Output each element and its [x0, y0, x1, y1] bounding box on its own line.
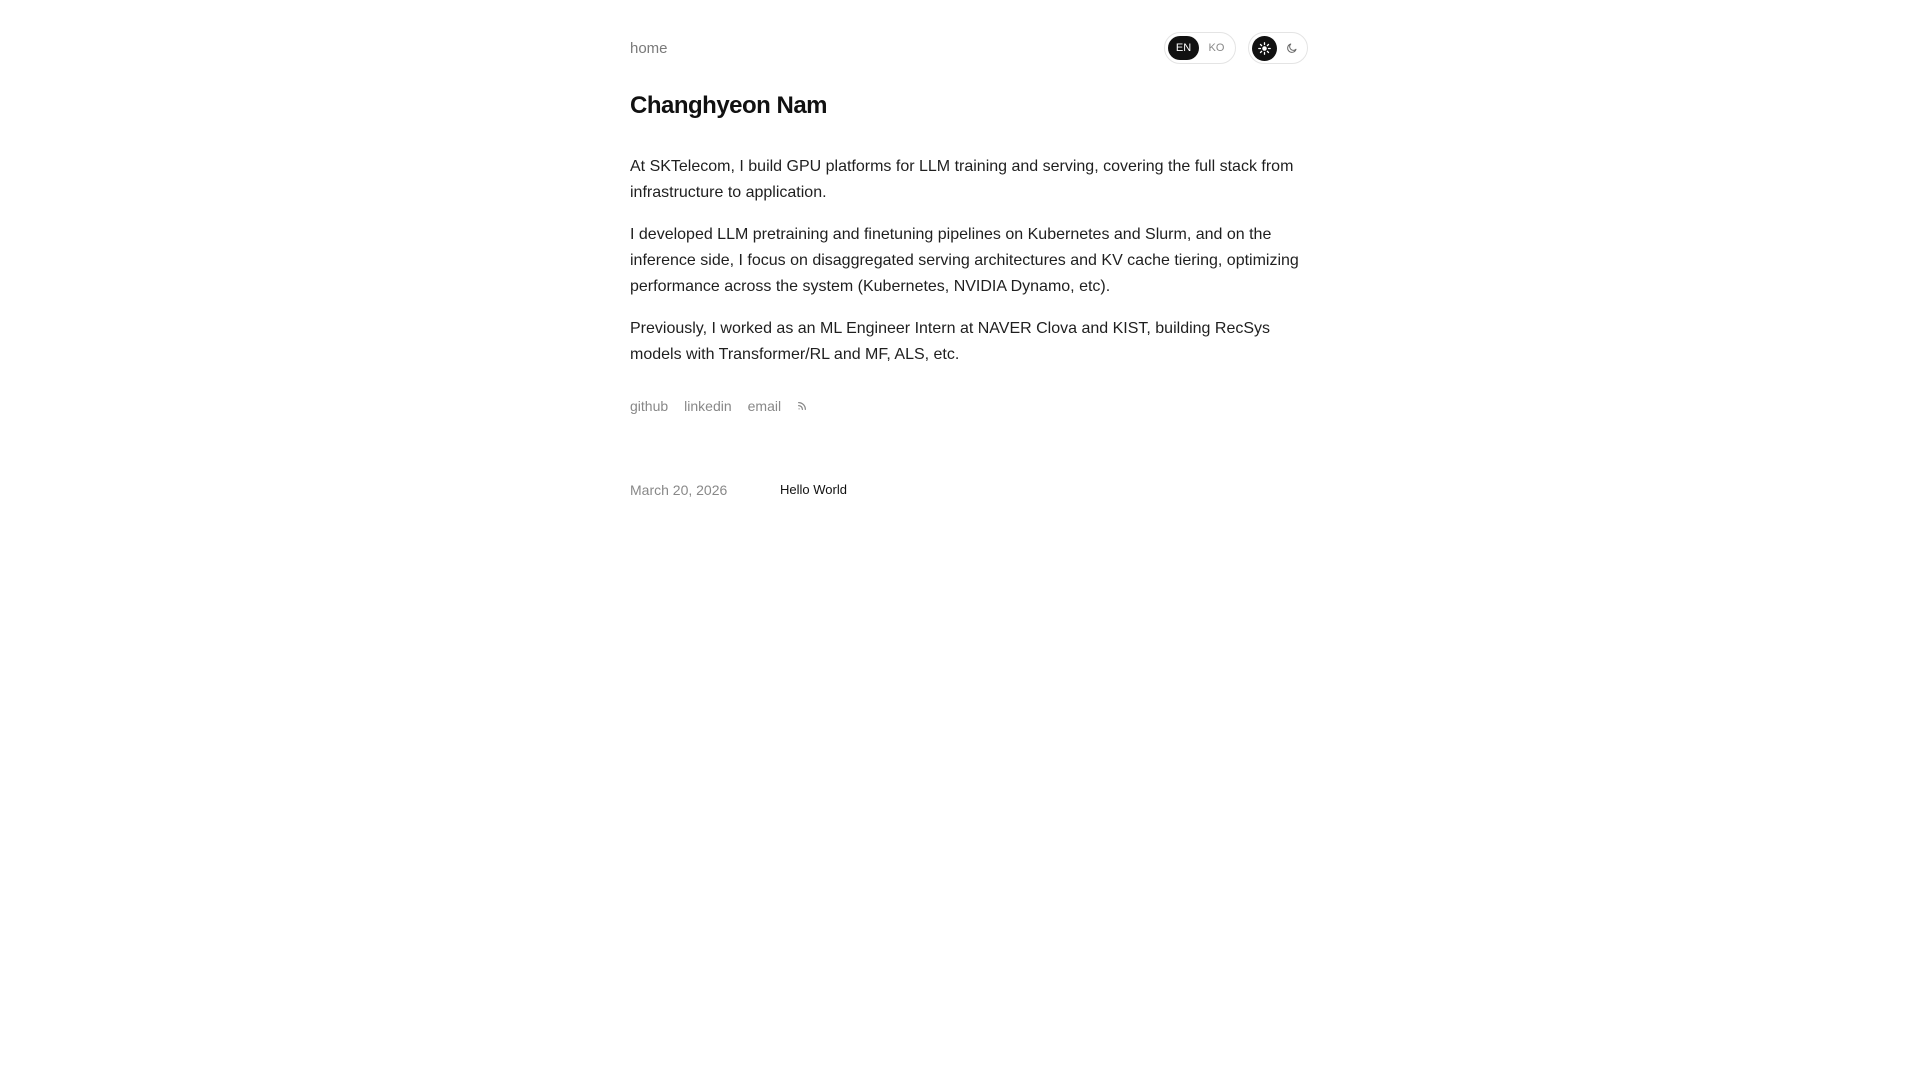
- social-links: [630, 396, 807, 416]
- post-list: [630, 480, 1308, 500]
- light-theme-button[interactable]: [1252, 36, 1277, 61]
- bio-paragraph: Previously, I worked as an ML Engineer Intern at NAVER Clova and KIST, building RecSys models with Transformer/RL and MF, ALS, etc.: [630, 320, 1271, 363]
- rss-icon: [797, 401, 807, 411]
- language-toggle: [1164, 32, 1236, 64]
- linkedin-link[interactable]: linkedin: [684, 398, 732, 414]
- lang-option-en[interactable]: EN: [1168, 36, 1199, 60]
- main-container: [630, 0, 1308, 498]
- theme-toggle: [1248, 32, 1308, 64]
- moon-icon: [1286, 42, 1298, 54]
- home-link[interactable]: home: [630, 40, 668, 57]
- post-title-link[interactable]: Hello World: [780, 482, 847, 497]
- bio-paragraph: I developed LLM pretraining and finetuning pipelines on Kubernetes and Slurm, and on the inference side, I focus on disaggregated serving architectures and KV cache tiering, optimizing performance across the system (Kubernetes, NVIDIA Dynamo, etc).: [630, 226, 1299, 295]
- bio-section: [630, 154, 1308, 384]
- bio-paragraph: At SKTelecom, I build GPU platforms for LLM training and serving, covering the full stack from infrastructure to application.: [630, 158, 1294, 201]
- rss-link[interactable]: [797, 401, 807, 411]
- email-link[interactable]: email: [747, 398, 782, 414]
- top-bar: [630, 0, 1308, 119]
- lang-option-ko[interactable]: KO: [1208, 42, 1225, 54]
- sun-icon: [1258, 42, 1271, 55]
- page-title: Changhyeon Nam: [630, 92, 828, 119]
- dark-theme-button[interactable]: [1280, 36, 1305, 61]
- github-link[interactable]: github: [630, 398, 669, 414]
- post-date: March 20, 2026: [630, 482, 728, 498]
- list-item: [630, 480, 1308, 500]
